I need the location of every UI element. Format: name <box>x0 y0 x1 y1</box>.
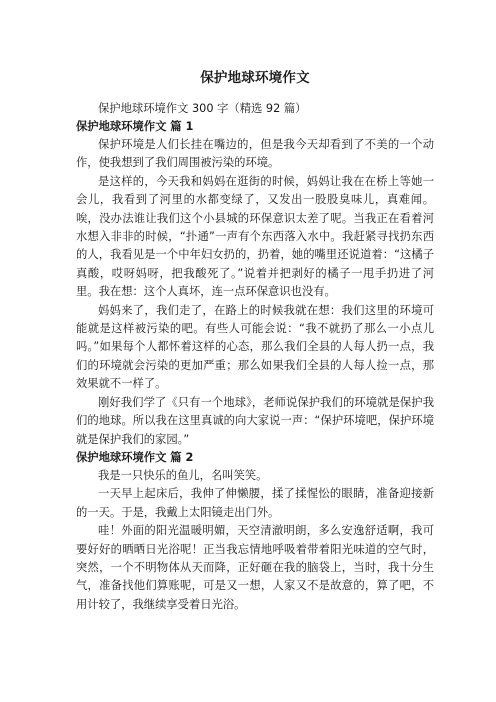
section-heading: 保护地球环境作文 篇 2 <box>76 450 194 464</box>
paragraph: 妈妈来了，我们走了，在路上的时候我就在想：我们这里的环境可能就是这样被污染的吧。有些人可能会说：“我不就扔了那么一小点儿吗。”如果每个人都怀着这样的心态，那么我们全县的人每人扔一点，我们的环境就会污染的更加严重；那么如果我们全县的人每人捡一点，那效果就不一样了。 <box>76 303 434 391</box>
paragraph: 一天早上起床后，我伸了伸懒腰，揉了揉惺忪的眼睛，准备迎接新的一天。于是，我戴上太阳镜走出门外。 <box>76 487 434 519</box>
document-title: 保护地球环境作文 <box>200 70 310 86</box>
paragraph: 保护环境是人们长挂在嘴边的，但是我今天却看到了不美的一个动作，使我想到了我们周围被污染的环境。 <box>76 138 434 170</box>
section-heading: 保护地球环境作文 篇 1 <box>76 120 194 133</box>
paragraph: 哇！外面的阳光温暖明媚，天空清澈明朗，多么安逸舒适啊，我可要好好的晒晒日光浴呢！正当我忘情地呼吸着带着阳光味道的空气时，突然，一个不明物体从天而降，正好砸在我的脑袋上，当时，我十分生气，准备找他们算账呢，可是又一想，人家又不是故意的，算了吧，不用计较了，我继续享受着日光浴。 <box>76 524 434 611</box>
section-1 <box>76 118 434 449</box>
paragraph: 我是一只快乐的鱼儿，名叫笑笑。 <box>98 468 268 482</box>
section-2 <box>76 449 434 614</box>
paragraph: 是这样的，今天我和妈妈在逛街的时候，妈妈让我在在桥上等她一会儿，我看到了河里的水都变绿了，又发出一股股臭味儿，真难闻。唉，没办法谁让我们这个小县城的环保意识太差了呢。当我正在看着河水想入非非的时候，“扑通”一声有个东西落入水中。我赶紧寻找扔东西的人，我看见是一个中年妇女扔的，扔着，她的嘴里还说道着：“这橘子真酸，哎呀妈呀，把我酸死了。”说着并把剥好的橘子一甩手扔进了河里。我在想：这个人真坏，连一点环保意识也没有。 <box>76 174 434 299</box>
document-subtitle: 保护地球环境作文 300 字（精选 92 篇） <box>98 102 307 115</box>
paragraph: 刚好我们学了《只有一个地球》，老师说保护我们的环境就是保护我们的地球。所以我在这里真诚的向大家说一声：“保护环境吧，保护环境就是保护我们的家园。” <box>76 395 434 446</box>
